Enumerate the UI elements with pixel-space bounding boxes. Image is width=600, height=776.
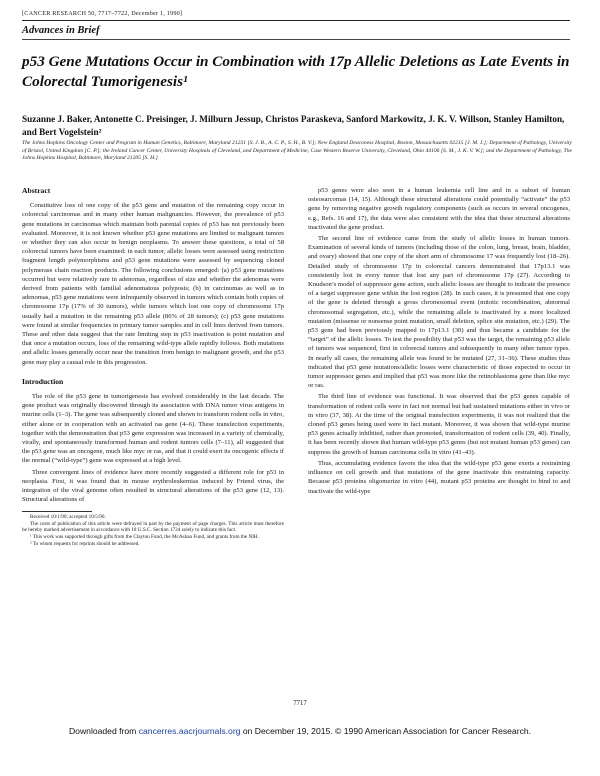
page-number: 7717 [293, 700, 307, 707]
intro-paragraph: Three convergent lines of evidence have more recently suggested a different role for p53 in neoplasia. First, it was found that in mouse erythroleukemias induced by Friend virus, the integration of the viral genome often resulted in structural alterations of the p53 gene (12, 13). Structural alterations of [22, 468, 284, 504]
section-rule [22, 39, 570, 40]
intro-paragraph: The role of the p53 gene in tumorigenesis has evolved considerably in the last decade. The gene product was originally discovered through its association with DNA tumor virus antigens in murine cells (1–3). The gene was subsequently cloned and shown to transform rodent cells in vitro, either alone or in cooperation with an activated ras gene (4–6). These transfection experiments, together with the demonstration that p53 gene expression was increased in a variety of chemically, virally, and spontaneously transformed human and rodent tumors cells (7–11), all suggested that the p53 gene was an oncogene, much like myc or ras, and that it could exert its oncogenic effects if the normal (“wild-type”) gene was expressed at a high level. [22, 393, 284, 465]
body-paragraph: Thus, accumulating evidence favors the idea that the wild-type p53 gene exerts a restraining influence on cell growth and that mutations of the gene inactivate this restraining capacity. Because p53 proteins oligomerize in vitro (44), mutant p53 proteins are thought to bind to and inactivate the wild-type [308, 459, 570, 495]
footnote-costs: The costs of publication of this article were defrayed in part by the payment of page charges. This article must therefore be hereby marked advertisement in accordance with 18 U.S.C. Section 1734 solely to indicate this fact. [22, 520, 284, 534]
download-notice [0, 726, 600, 737]
abstract-heading: Abstract [22, 186, 51, 195]
section-label: Advances in Brief [22, 25, 100, 36]
footnote-reprints: ² To whom requests for reprints should be addressed. [30, 540, 140, 547]
abstract-text: Constitutive loss of one copy of the p53 gene and mutation of the remaining copy occur in colorectal carcinomas and in many other human malignancies. However, the prevalence of p53 gene mutations in carcinomas which maintain both parental copies of p53 has not previously been evaluated. Moreover, it is not known whether p53 gene mutations are limited to malignant tumors or whether they can also occur in benign neoplasms. To answer these questions, a total of 58 colorectal tumors have been examined: in each tumor, allelic losses were assessed using restriction fragment length polymorphisms and p53 gene mutations were assessed by sequencing cloned polymerase chain reaction products. The following conclusions emerged: (a) p53 gene mutations occurred but were relatively rare in adenomas, regardless of size and whether the adenomas were derived from patients with familial adenomatous polyposis; (b) in carcinomas as well as in adenomas, p53 gene mutations were infrequently observed in tumors which contain both copies of chromosome 17p (17% of 30 tumors), while tumors which lost one copy of chromosome 17p usually had a mutation in the remaining p53 allele (86% of 28 tumors); (c) p53 gene mutations were found at similar frequencies in primary tumor samples and in cell lines derived from tumors. These and other data suggest that the rate limiting step in p53 inactivation is point mutation and that once a mutation occurs, loss of the remaining wild-type allele rapidly follows. Both mutations and allelic losses generally occur near the transition from benign to malignant growth, and the p53 gene may play a causal role in this progression. [22, 202, 284, 366]
running-head: [CANCER RESEARCH 50, 7717–7722, December 1, 1990] [22, 10, 183, 17]
header-rule [22, 20, 570, 21]
author-list: Suzanne J. Baker, Antonette C. Preisinger, J. Milburn Jessup, Christos Paraskeva, Sanford Markowitz, J. K. V. Willson, Stanley Hamilton, and Bert Vogelstein² [22, 114, 565, 137]
body-paragraph: p53 genes were also seen in a human leukemia cell line and in a subset of human osteosarcomas (14, 15). Although these structural alterations could potentially “activate” the p53 gene by removing negative growth regulatory components (such as occurs in several oncogenes, e.g., Refs. 16 and 17), the data were also consistent with the idea that these structural alterations inactivated the gene product. [308, 187, 570, 231]
source-site-link[interactable]: cancerres.aacrjournals.org [138, 726, 241, 736]
footnotes [22, 514, 284, 547]
affiliations: The Johns Hopkins Oncology Center and Program in Human Genetics, Baltimore, Maryland 21231 [S. J. B., A. C. P., S. H., B. V.]; New England Deaconess Hospital, Boston, Massachusetts 02215 [J. M. J.]; Department of Pathology, University of Bristol, United Kingdom [C. P.]; the Ireland Cancer Center, University Hospitals of Cleveland, and Department of Medicine, Case Western Reserve University, Cleveland, Ohio 44106 [S. M., J. K. V. W.]; and the Department of Pathology, The Johns Hopkins Hospital, Baltimore, Maryland 21205 [S. H.] [22, 140, 572, 162]
right-column [308, 186, 570, 496]
download-suffix: on December 19, 2015. © 1990 American Association for Cancer Research. [240, 726, 532, 736]
download-prefix: Downloaded from [68, 726, 139, 736]
body-paragraph: The third line of evidence was functional. It was observed that the p53 genes capable of transformation of rodent cells were in fact not normal but had sustained mutations either in vivo or in vitro (37, 38). At the time of the original transfection experiments, it was not realized that the cloned p53 genes being used were in fact mutant. Moreover, it was shown that wild-type murine p53 genes actually inhibited, rather than promoted, transformation of rodent cells (39, 40). Finally, it has been recently shown that human wild-type p53 genes (but not mutant human p53 genes) can suppress the growth of human carcinoma cells in vitro (41–43). [308, 393, 570, 456]
footnote-rule [22, 511, 92, 512]
introduction-heading: Introduction [22, 376, 64, 386]
footnote-received: Received 10/1/90; accepted 10/5/90. [30, 514, 106, 521]
footnote-support: ¹ This work was supported through gifts from the Clayton Fund, the McAshan Fund, and grants from the NIH. [30, 533, 259, 540]
left-column [22, 186, 284, 547]
article-title: p53 Gene Mutations Occur in Combination with 17p Allelic Deletions as Late Events in Colorectal Tumorigenesis¹ [22, 53, 570, 90]
body-paragraph: The second line of evidence came from the study of allelic losses in human tumors. Examination of several kinds of tumors (including those of the colon, lung, breast, brain, bladder, and ovary) showed that one copy of the short arm of chromosome 17 was frequently lost (18–26). Detailed study of chromosome 17p in colorectal cancers demonstrated that 17p13.1 was consistently lost in every tumor that lost any part of chromosome 17p (27). According to Knudson’s model of suppressor gene action, such allelic losses are thought to indicate the presence of a target suppressor gene within the lost region (28). In such cases, it is presumed that one copy of the gene is deleted through a gross chromosomal event (mitotic recombination, abnormal chromosomal segregation, etc.), while the remaining allele is inactivated by a more localized mutation (missense or nonsense point mutation, small deletion, splice site mutation, etc.) (29). The p53 gene had been previously mapped to 17p13.1 (30) and thus became a candidate for the “target” of the allelic losses. To test the possibility that p53 was the target, the remaining p53 allele of tumors was sequenced, first in colorectal tumors and subsequently in many other tumor types. In nearly all cases, the remaining allele was found to be mutated (27, 31–36). These studies thus indicated that p53 gene mutations/allelic losses were characteristic of those expected to occur in tumor suppressor genes and implied that p53 was more like the retinoblastoma gene than like myc or ras. [308, 235, 570, 390]
